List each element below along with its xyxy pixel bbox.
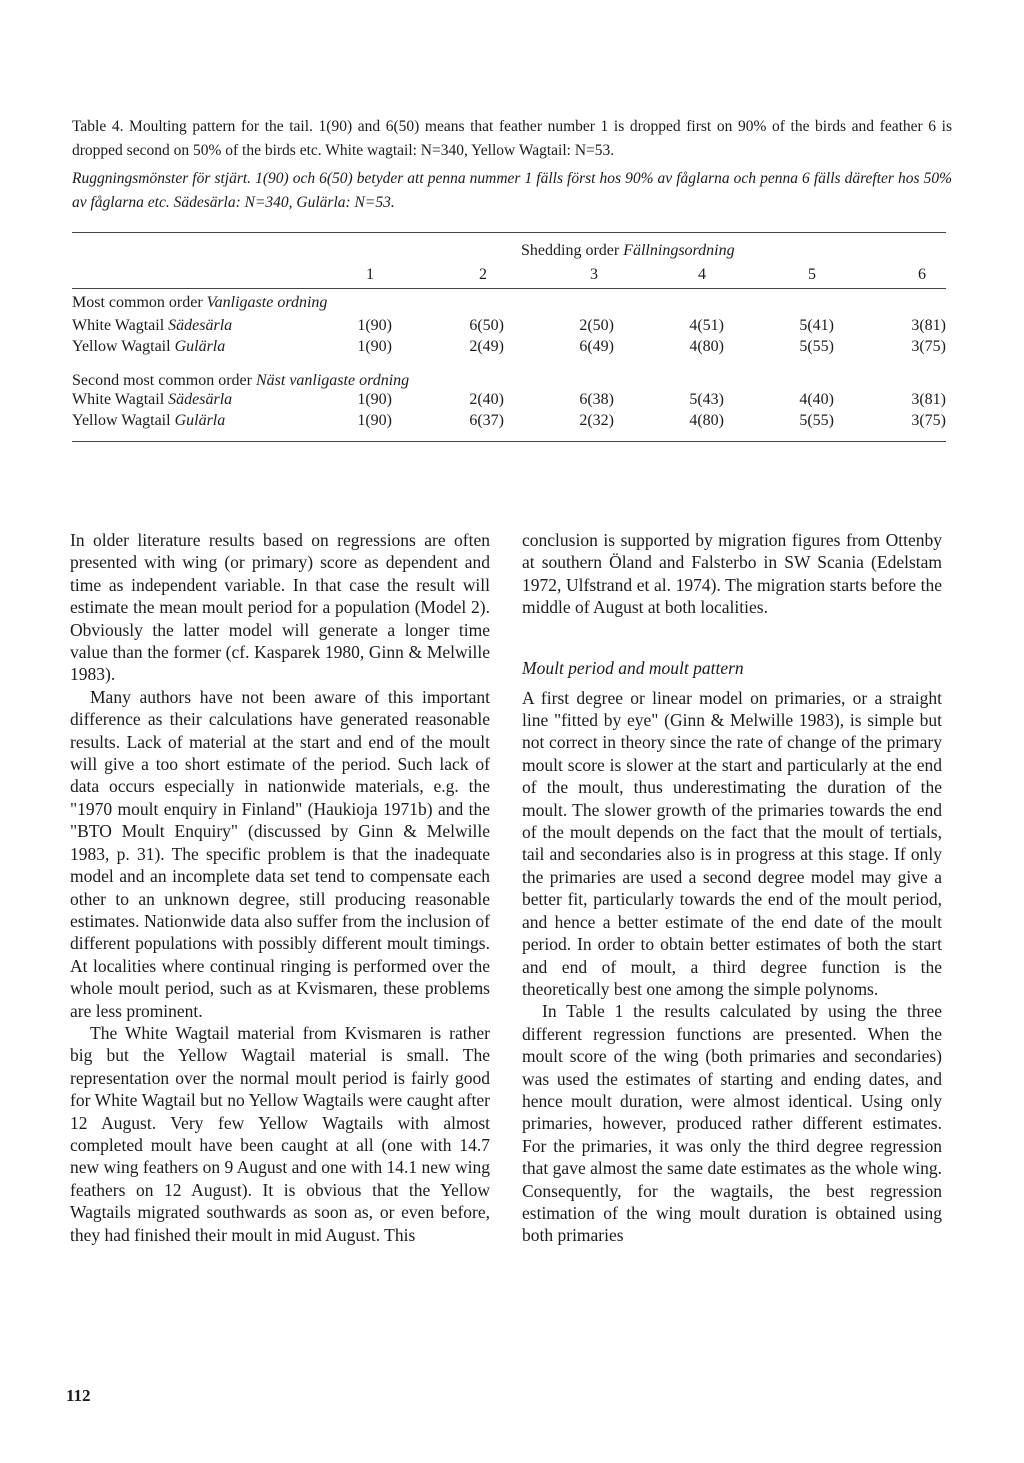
table-bottom-rule bbox=[72, 441, 946, 442]
cell: 1(90) bbox=[357, 391, 392, 408]
cell: 2(49) bbox=[469, 338, 504, 355]
row-species: White Wagtail Sädesärla bbox=[72, 317, 233, 334]
cell: 6(38) bbox=[579, 391, 614, 408]
row-species: Yellow Wagtail Gulärla bbox=[72, 338, 226, 355]
row-species: Yellow Wagtail Gulärla bbox=[72, 412, 226, 429]
paragraph: In older literature results based on regressions are often presented with wing (or primary) score as dependent and time as independent variable. In that case the result will estimate the mean moult period for a population (Model 2). Obviously the latter model will generate a longer time value than the former (cf. Kasparek 1980, Ginn & Melwille 1983). bbox=[70, 530, 490, 685]
page-number: 112 bbox=[66, 1386, 91, 1405]
cell: 1(90) bbox=[357, 338, 392, 355]
cell: 3(75) bbox=[911, 338, 946, 355]
column-header-4: 4 bbox=[698, 266, 706, 283]
cell: 4(40) bbox=[799, 391, 834, 408]
cell: 6(37) bbox=[469, 412, 504, 429]
paragraph: The White Wagtail material from Kvismaren is rather big but the Yellow Wagtail material is small. The representation over the normal moult period is fairly good for White Wagtail but no Yellow Wagtails were caught after 12 August. Very few Yellow Wagtails with almost completed moult have been caught at all (one with 14.7 new wing feathers on 9 August and one with 14.1 new wing feathers on 12 August). It is obvious that the Yellow Wagtails migrated southwards as soon as, or even before, they had finished their moult in mid August. This bbox=[70, 1022, 490, 1245]
cell: 4(80) bbox=[689, 338, 724, 355]
cell: 2(40) bbox=[469, 391, 504, 408]
column-header-3: 3 bbox=[590, 266, 598, 283]
body-column-left bbox=[70, 529, 490, 1246]
group-title-most-common: Most common order Vanligaste ordning bbox=[72, 294, 328, 311]
cell: 3(75) bbox=[911, 412, 946, 429]
cell: 3(81) bbox=[911, 317, 946, 334]
section-heading: Moult period and moult pattern bbox=[522, 657, 744, 678]
table-caption-english: Table 4. Moulting pattern for the tail. 1(90) and 6(50) means that feather number 1 is dropped first on 90% of the birds and feather 6 is dropped second on 50% of the birds etc. White wagtail: N=340, Yellow Wagtail: N=53. bbox=[72, 118, 952, 159]
paragraph: conclusion is supported by migration figures from Ottenby at southern Öland and Falsterbo in SW Scania (Edelstam 1972, Ulfstrand et al. 1974). The migration starts before the middle of August at both localities. bbox=[522, 530, 942, 618]
body-column-right bbox=[522, 529, 942, 1247]
paragraph: A first degree or linear model on primaries, or a straight line "fitted by eye" (Ginn & Melwille 1983), is simple but not correct in theory since the rate of change of the primary moult score is slower at the start and particularly at the end of the moult, thus underestimating the duration of the moult. The slower growth of the primaries towards the end of the moult depends on the fact that the moult of tertials, tail and secondaries also is in progress at this stage. If only the primaries are used a second degree model may give a better fit, particularly towards the end of the moult period, and hence a better estimate of the end date of the moult period. In order to obtain better estimates of both the start and end of moult, a third degree function is the theoretically best one among the simple polynoms. bbox=[522, 687, 942, 999]
cell: 5(43) bbox=[689, 391, 724, 408]
column-header-6: 6 bbox=[918, 266, 926, 283]
paragraph: In Table 1 the results calculated by using the three different regression functions are presented. When the moult score of the wing (both primaries and secondaries) was used the estimates of starting and ending dates, and hence moult duration, were almost identical. Using only primaries, however, produced rather different estimates. For the primaries, it was only the third degree regression that gave almost the same date estimates as the whole wing. Consequently, for the wagtails, the best regression estimation of the wing moult duration is obtained using both primaries bbox=[522, 1001, 942, 1246]
cell: 3(81) bbox=[911, 391, 946, 408]
table-caption-swedish: Ruggningsmönster för stjärt. 1(90) och 6(50) betyder att penna nummer 1 fälls först hos 90% av fåglarna och penna 6 fälls därefter hos 50% av fåglarna etc. Sädesärla: N=340, Gulärla: N=53. bbox=[72, 170, 952, 211]
row-species: White Wagtail Sädesärla bbox=[72, 391, 233, 408]
table-header-shedding-order: Shedding order Fällningsordning bbox=[521, 242, 735, 259]
cell: 6(50) bbox=[469, 317, 504, 334]
column-header-2: 2 bbox=[479, 266, 487, 283]
cell: 2(50) bbox=[579, 317, 614, 334]
cell: 6(49) bbox=[579, 338, 614, 355]
table-header-rule bbox=[72, 288, 946, 289]
cell: 5(55) bbox=[799, 412, 834, 429]
cell: 1(90) bbox=[357, 412, 392, 429]
cell: 2(32) bbox=[579, 412, 614, 429]
paragraph: Many authors have not been aware of this important difference as their calculations have generated reasonable results. Lack of material at the start and end of the moult will give a too short estimate of the period. Such lack of data occurs especially in nationwide materials, e.g. the "1970 moult enquiry in Finland" (Haukioja 1971b) and the "BTO Moult Enquiry" (discussed by Ginn & Melwille 1983, p. 31). The specific problem is that the inadequate model and an incomplete data set tend to compensate each other to an unknown degree, still producing reasonable estimates. Nationwide data also suffer from the inclusion of different populations with possibly different moult timings. At localities where continual ringing is performed over the whole moult period, such as at Kvismaren, these problems are less prominent. bbox=[70, 686, 490, 1021]
column-header-1: 1 bbox=[366, 266, 374, 283]
cell: 1(90) bbox=[357, 317, 392, 334]
group-title-second-most-common: Second most common order Näst vanligaste ordning bbox=[72, 372, 410, 389]
cell: 5(55) bbox=[799, 338, 834, 355]
cell: 4(51) bbox=[689, 317, 724, 334]
cell: 4(80) bbox=[689, 412, 724, 429]
table-top-rule bbox=[72, 232, 946, 233]
column-header-5: 5 bbox=[808, 266, 816, 283]
cell: 5(41) bbox=[799, 317, 834, 334]
